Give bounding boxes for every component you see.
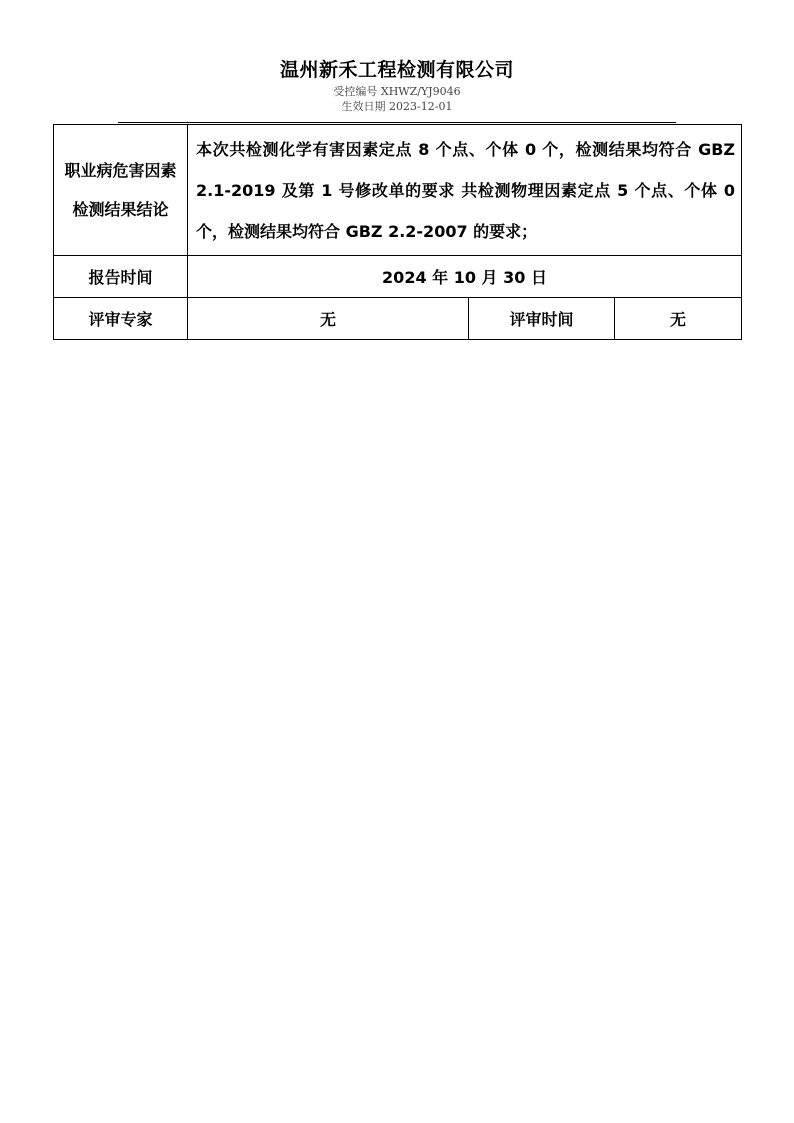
review-time-label: 评审时间 (469, 298, 615, 340)
effective-date: 生效日期 2023-12-01 (341, 100, 453, 113)
header-divider (118, 122, 676, 123)
review-expert-label: 评审专家 (54, 298, 188, 340)
control-number: 受控编号 XHWZ/YJ9046 (333, 85, 461, 98)
conclusion-row (54, 125, 742, 256)
review-time-value: 无 (615, 298, 742, 340)
report-time-row (54, 256, 742, 298)
review-expert-value: 无 (188, 298, 469, 340)
report-time-label: 报告时间 (54, 256, 188, 298)
conclusion-label: 职业病危害因素检测结果结论 (54, 125, 188, 256)
review-row (54, 298, 742, 340)
report-time-value: 2024 年 10 月 30 日 (188, 256, 742, 298)
conclusion-table (53, 124, 742, 340)
document-header (0, 56, 794, 114)
company-name: 温州新禾工程检测有限公司 (279, 59, 514, 81)
conclusion-text: 本次共检测化学有害因素定点 8 个点、个体 0 个，检测结果均符合 GBZ 2.1-2019 及第 1 号修改单的要求 共检测物理因素定点 5 个点、个体 0 个，检测结果均符合 GBZ 2.2-2007 的要求； (188, 125, 742, 256)
